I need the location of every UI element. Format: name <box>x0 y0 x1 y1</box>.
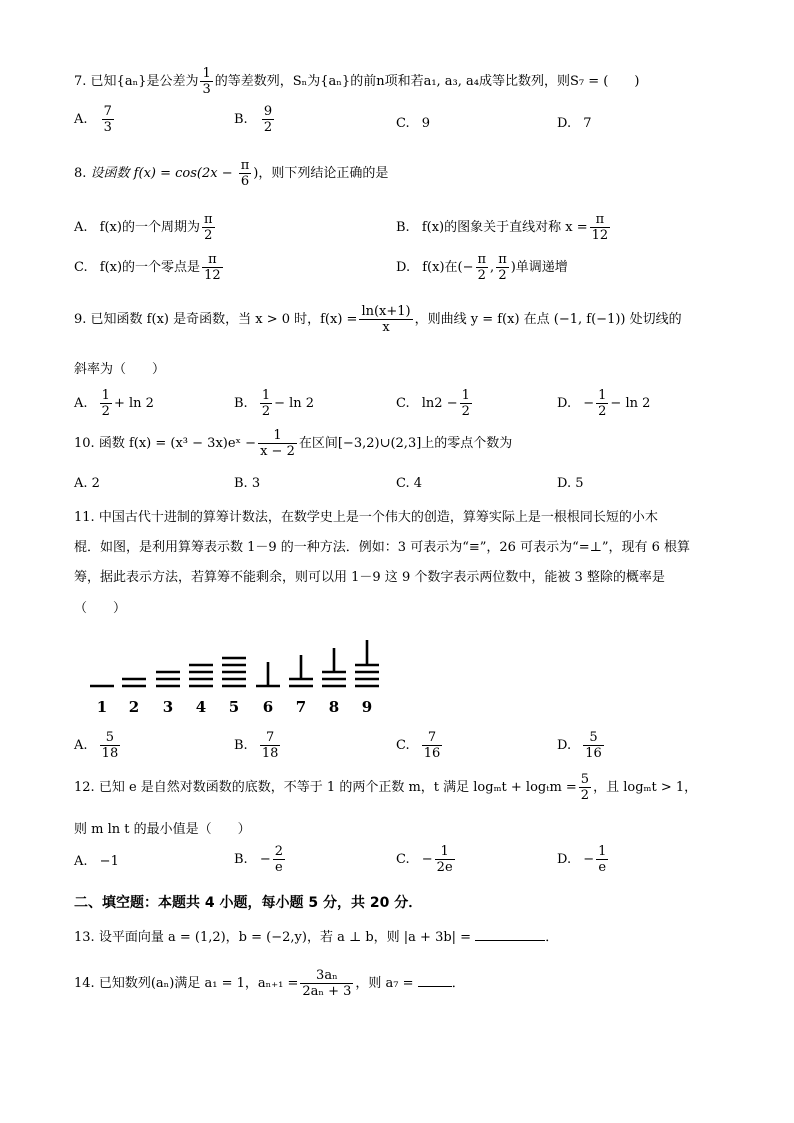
rod-label-3: 3 <box>162 698 174 716</box>
rod-digit-6 <box>256 662 280 686</box>
question-number: 14. <box>74 976 95 991</box>
q10-option-d: D. 5 <box>557 476 584 491</box>
q10-option-c: C. 4 <box>396 476 423 491</box>
rod-digit-9 <box>355 640 379 686</box>
question-number: 8. <box>74 166 87 181</box>
q12-option-a: A. −1 <box>74 854 119 869</box>
question-8-stem: 8. 设函数 f(x) = cos(2x − $\frac{\pi}{6}$ )，则下列结论正确的是 <box>74 158 389 189</box>
q7-option-b: B. $\frac{9}{2}$ <box>234 104 273 135</box>
question-number: 11. <box>74 510 95 525</box>
q12-option-d: D. − $\frac{1}{e}$ <box>557 844 607 875</box>
q9-option-a: A. $\frac{1}{2}$ + ln 2 <box>74 388 154 419</box>
question-11-line4: （ ） <box>74 601 127 616</box>
q11-option-b: B. $\frac{7}{18}$ <box>234 730 279 761</box>
question-11-line1: 11. 中国古代十进制的算筹计数法，在数学史上是一个伟大的创造，算筹实际上是一根根同长短的小木 <box>74 510 658 525</box>
answer-blank[interactable] <box>418 986 452 987</box>
rod-digit-5 <box>222 658 246 686</box>
counting-rods-figure <box>80 632 390 718</box>
q9-option-d: D. − $\frac{1}{2}$ − ln 2 <box>557 388 651 419</box>
q7-option-d: D. 7 <box>557 116 592 131</box>
q10-option-b: B. 3 <box>234 476 261 491</box>
rod-label-2: 2 <box>128 698 140 716</box>
rod-digit-8 <box>322 648 346 686</box>
fraction: $\frac{1}{3}$ <box>202 66 211 97</box>
rod-label-5: 5 <box>228 698 240 716</box>
question-number: 7. <box>74 74 87 89</box>
question-12-stem: 12. 已知 e 是自然对数函数的底数，不等于 1 的两个正数 m，t 满足 logₘt + logₜm = $\frac{5}{2}$ ，且 logₘt > 1， <box>74 772 698 803</box>
section-heading: 二、填空题：本题共 4 小题，每小题 5 分，共 20 分． <box>74 895 423 911</box>
rod-label-1: 1 <box>96 698 108 716</box>
question-number: 10. <box>74 436 95 451</box>
q11-option-d: D. $\frac{5}{16}$ <box>557 730 602 761</box>
q9-option-b: B. $\frac{1}{2}$ − ln 2 <box>234 388 315 419</box>
rod-label-8: 8 <box>328 698 340 716</box>
rod-label-9: 9 <box>361 698 373 716</box>
answer-blank[interactable] <box>475 940 545 941</box>
question-13-stem: 13. 设平面向量 a = (1,2)，b = (−2,y)，若 a ⊥ b，则 |a + 3b| = ． <box>74 930 559 945</box>
q8-option-c: C. f(x)的一个零点是 $\frac{\pi}{12}$ <box>74 252 221 283</box>
rod-digit-7 <box>289 655 313 686</box>
question-11-line3: 筹，据此表示方法，若算筹不能剩余，则可以用 1－9 这 9 个数字表示两位数中，能被 3 整除的概率是 <box>74 570 665 585</box>
question-14-stem: 14. 已知数列(aₙ)满足 a₁ = 1，aₙ₊₁ = $\frac{\text{3aₙ}}{\text{2aₙ + 3}}$ ，则 a₇ = ． <box>74 968 465 999</box>
question-number: 13. <box>74 930 95 945</box>
q11-option-c: C. $\frac{7}{16}$ <box>396 730 441 761</box>
question-7-stem: 7. 已知{aₙ}是公差为 $\frac{1}{3}$ 的等差数列，Sₙ为{aₙ}的前n项和若a₁, a₃, a₄成等比数列，则S₇ = ( ) <box>74 66 640 97</box>
question-9-stem: 9. 已知函数 f(x) 是奇函数，当 x > 0 时，f(x) = $\frac{\ln(x+1)}{x}$ ，则曲线 y = f(x) 在点 (−1, f(−1)) 处切线的 <box>74 304 682 335</box>
rod-label-4: 4 <box>195 698 207 716</box>
question-9-line2: 斜率为（ ） <box>74 362 166 377</box>
q8-option-a: A. f(x)的一个周期为 $\frac{\pi}{2}$ <box>74 212 213 243</box>
question-number: 12. <box>74 780 95 795</box>
question-10-stem: 10. 函数 f(x) = (x³ − 3x)eˣ − $\frac{1}{x - 2}$ 在区间[−3,2)∪(2,3]上的零点个数为 <box>74 428 513 459</box>
q9-option-c: C. ln2 − $\frac{1}{2}$ <box>396 388 470 419</box>
rod-label-7: 7 <box>295 698 307 716</box>
q12-option-c: C. − $\frac{1}{2e}$ <box>396 844 453 875</box>
q7-option-a: A. $\frac{7}{3}$ <box>74 104 112 135</box>
question-number: 9. <box>74 312 87 327</box>
rod-digit-2 <box>122 679 146 686</box>
q8-option-b: B. f(x)的图象关于直线对称 x = $\frac{\pi}{12}$ <box>396 212 609 243</box>
question-12-line2: 则 m ln t 的最小值是（ ） <box>74 822 251 837</box>
q12-option-b: B. − $\frac{2}{e}$ <box>234 844 284 875</box>
q10-option-a: A. 2 <box>74 476 100 491</box>
question-11-line2: 棍．如图，是利用算筹表示数 1－9 的一种方法．例如：3 可表示为“≡”，26 可表示为“=⊥”，现有 6 根算 <box>74 540 691 555</box>
q8-option-d: D. f(x)在(− $\frac{\pi}{2}$ , $\frac{\pi}{2}$ )单调递增 <box>396 252 568 283</box>
rod-digit-4 <box>189 665 213 686</box>
rod-label-6: 6 <box>262 698 274 716</box>
q7-option-c: C. 9 <box>396 116 431 131</box>
rod-digit-3 <box>156 672 180 686</box>
q11-option-a: A. $\frac{5}{18}$ <box>74 730 119 761</box>
